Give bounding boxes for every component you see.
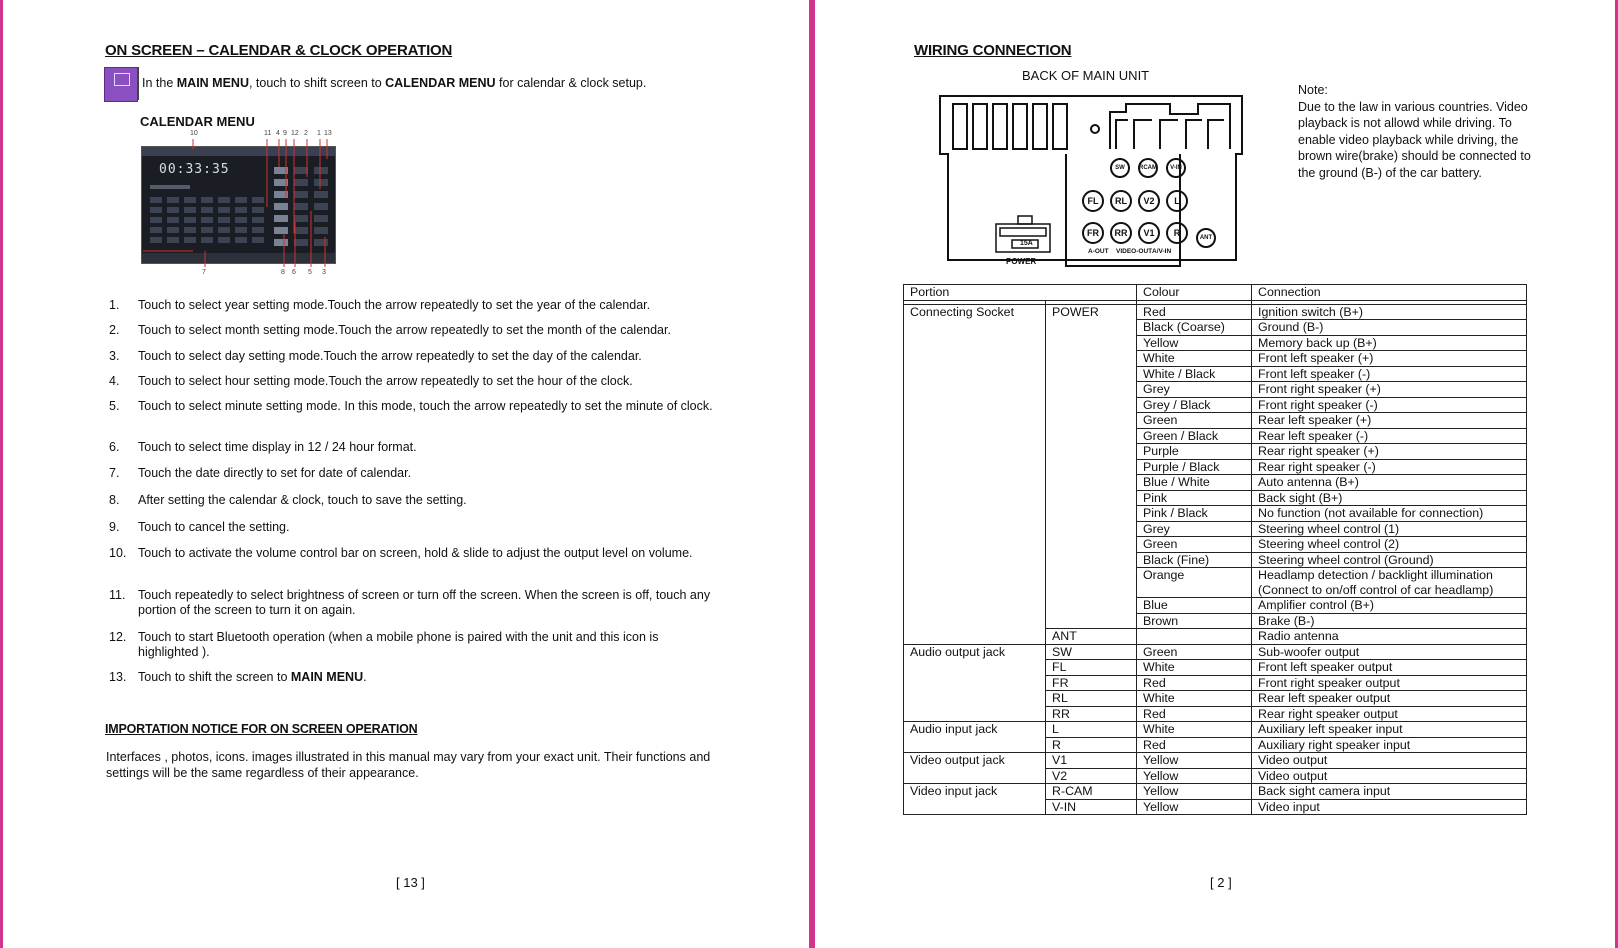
- rca-jack-icon: ANT: [1196, 228, 1216, 248]
- name-cell: R: [1046, 737, 1137, 753]
- callout-11: 11: [264, 130, 272, 137]
- colour-cell: Red: [1137, 304, 1252, 320]
- name-cell: RL: [1046, 691, 1137, 707]
- connection-line-1: Headlamp detection / backlight illumination: [1258, 568, 1493, 582]
- connection-cell: Sub-woofer output: [1252, 644, 1527, 660]
- colour-cell: Red: [1137, 706, 1252, 722]
- callout-1: 1: [317, 130, 321, 137]
- name-cell: SW: [1046, 644, 1137, 660]
- back-of-unit-label: BACK OF MAIN UNIT: [1022, 68, 1150, 83]
- connection-cell: Front right speaker (-): [1252, 397, 1527, 413]
- colour-cell: [1137, 629, 1252, 645]
- table-row: [904, 753, 1527, 769]
- colour-cell: White: [1137, 691, 1252, 707]
- wiring-section-title: WIRING CONNECTION: [914, 42, 1072, 59]
- connection-cell: Video output: [1252, 753, 1527, 769]
- callout-2: 2: [304, 130, 308, 137]
- connection-cell: Radio antenna: [1252, 629, 1527, 645]
- callout-4: 4: [276, 130, 280, 137]
- name-cell: R-CAM: [1046, 784, 1137, 800]
- colour-cell: Brown: [1137, 613, 1252, 629]
- header-colour: Colour: [1137, 285, 1252, 301]
- callout-9: 9: [283, 130, 287, 137]
- colour-cell: Pink: [1137, 490, 1252, 506]
- right-page-number: [ 2 ]: [1210, 875, 1232, 890]
- callout-3: 3: [322, 269, 326, 276]
- connection-cell: Rear left speaker (+): [1252, 413, 1527, 429]
- colour-cell: Grey / Black: [1137, 397, 1252, 413]
- name-cell: FR: [1046, 675, 1137, 691]
- colour-cell: Green: [1137, 644, 1252, 660]
- colour-cell: Blue: [1137, 598, 1252, 614]
- notice-text: Interfaces , photos, icons. images illustrated in this manual may vary from your exact unit. Their functions and settings will be the same regardless of their appearance.: [106, 750, 711, 780]
- connection-cell: Auxiliary right speaker input: [1252, 737, 1527, 753]
- colour-cell: Yellow: [1137, 784, 1252, 800]
- rca-jack-icon: V1: [1138, 222, 1160, 244]
- colour-cell: White: [1137, 722, 1252, 738]
- connection-cell: Ignition switch (B+): [1252, 304, 1527, 320]
- colour-cell: Blue / White: [1137, 475, 1252, 491]
- table-row: [904, 722, 1527, 738]
- connection-cell: Memory back up (B+): [1252, 335, 1527, 351]
- colour-cell: Green / Black: [1137, 428, 1252, 444]
- colour-cell: Yellow: [1137, 768, 1252, 784]
- connection-cell: Brake (B-): [1252, 613, 1527, 629]
- connection-cell: Back sight (B+): [1252, 490, 1527, 506]
- wiring-diagram: [938, 94, 1244, 270]
- callout-10: 10: [190, 130, 198, 137]
- callout-6: 6: [292, 269, 296, 276]
- name-power: POWER: [1046, 304, 1137, 629]
- calendar-menu-label: CALENDAR MENU: [140, 114, 255, 129]
- connection-cell: [1252, 568, 1527, 598]
- name-cell: RR: [1046, 706, 1137, 722]
- table-row: [904, 784, 1527, 800]
- connection-cell: Steering wheel control (Ground): [1252, 552, 1527, 568]
- table-header-row: [904, 285, 1527, 301]
- rca-jack-icon: FR: [1082, 222, 1104, 244]
- callout-5: 5: [308, 269, 312, 276]
- callout-13: 13: [324, 130, 332, 137]
- connection-cell: Steering wheel control (2): [1252, 537, 1527, 553]
- colour-cell: Yellow: [1137, 753, 1252, 769]
- connection-cell: Rear right speaker (-): [1252, 459, 1527, 475]
- colour-cell: Pink / Black: [1137, 506, 1252, 522]
- table-row: [904, 304, 1527, 320]
- portion-cell: Audio input jack: [904, 722, 1046, 753]
- colour-cell: Orange: [1137, 568, 1252, 598]
- colour-cell: Red: [1137, 737, 1252, 753]
- note-title: Note:: [1298, 83, 1328, 97]
- connection-cell: Rear right speaker (+): [1252, 444, 1527, 460]
- colour-cell: Black (Fine): [1137, 552, 1252, 568]
- name-cell: V-IN: [1046, 799, 1137, 815]
- portion-cell: Video output jack: [904, 753, 1046, 784]
- screen-clock: 00:33:35: [159, 162, 230, 177]
- connection-cell: Auxiliary left speaker input: [1252, 722, 1527, 738]
- name-cell: V2: [1046, 768, 1137, 784]
- colour-cell: Purple / Black: [1137, 459, 1252, 475]
- power-connector-label: POWER: [1006, 257, 1037, 266]
- connection-cell: Auto antenna (B+): [1252, 475, 1527, 491]
- connection-cell: Video output: [1252, 768, 1527, 784]
- header-connection: Connection: [1252, 285, 1527, 301]
- connection-cell: Front right speaker (+): [1252, 382, 1527, 398]
- colour-cell: Purple: [1137, 444, 1252, 460]
- rca-jack-icon: V-IN: [1166, 158, 1186, 178]
- jack-group-label: A/V-IN: [1152, 248, 1172, 255]
- connection-cell: Front left speaker (-): [1252, 366, 1527, 382]
- connection-cell: Amplifier control (B+): [1252, 598, 1527, 614]
- wiring-table: [903, 284, 1527, 815]
- connection-cell: Steering wheel control (1): [1252, 521, 1527, 537]
- table-row: [904, 644, 1527, 660]
- rca-jack-icon: L: [1166, 190, 1188, 212]
- intro-text: In the MAIN MENU, touch to shift screen to CALENDAR MENU for calendar & clock setup.: [142, 76, 647, 90]
- connection-cell: Front right speaker output: [1252, 675, 1527, 691]
- jack-group-label: VIDEO-OUT: [1116, 248, 1153, 255]
- colour-cell: White / Black: [1137, 366, 1252, 382]
- fuse-label: 15A: [1020, 240, 1033, 247]
- callout-lines: [141, 137, 341, 271]
- calendar-menu-icon: [104, 67, 138, 102]
- notice-title: IMPORTATION NOTICE FOR ON SCREEN OPERATION: [105, 722, 418, 736]
- rca-jack-icon: FL: [1082, 190, 1104, 212]
- note-block: [1298, 82, 1534, 182]
- connection-line-2: (Connect to on/off control of car headlamp): [1258, 582, 1494, 597]
- rca-jack-icon: RCAM: [1138, 158, 1158, 178]
- rca-jacks: [1068, 156, 1238, 266]
- rca-jack-icon: RR: [1110, 222, 1132, 244]
- callout-12: 12: [291, 130, 299, 137]
- colour-cell: Green: [1137, 537, 1252, 553]
- connection-cell: Ground (B-): [1252, 320, 1527, 336]
- connection-cell: Rear left speaker (-): [1252, 428, 1527, 444]
- rca-jack-icon: R: [1166, 222, 1188, 244]
- menu-icon-divider: [138, 67, 139, 100]
- connection-cell: Rear left speaker output: [1252, 691, 1527, 707]
- name-cell: FL: [1046, 660, 1137, 676]
- calendar-section-title: ON SCREEN – CALENDAR & CLOCK OPERATION: [105, 42, 453, 59]
- name-cell: L: [1046, 722, 1137, 738]
- name-cell: V1: [1046, 753, 1137, 769]
- colour-cell: Yellow: [1137, 335, 1252, 351]
- portion-cell: Video input jack: [904, 784, 1046, 815]
- connection-cell: No function (not available for connection): [1252, 506, 1527, 522]
- name-cell: ANT: [1046, 629, 1137, 645]
- colour-cell: Grey: [1137, 382, 1252, 398]
- rca-jack-icon: RL: [1110, 190, 1132, 212]
- colour-cell: White: [1137, 660, 1252, 676]
- colour-cell: Yellow: [1137, 799, 1252, 815]
- note-text: Due to the law in various countries. Video playback is not allowd while driving. To enable video playback while driving, the brown wire(brake) should be connected to the ground (B-) of the car battery.: [1298, 99, 1531, 180]
- colour-cell: Grey: [1137, 521, 1252, 537]
- colour-cell: Red: [1137, 675, 1252, 691]
- left-page-number: [ 13 ]: [396, 875, 425, 890]
- connection-cell: Front left speaker output: [1252, 660, 1527, 676]
- portion-connecting-socket: Connecting Socket: [904, 304, 1046, 644]
- connection-cell: Back sight camera input: [1252, 784, 1527, 800]
- rca-jack-icon: V2: [1138, 190, 1160, 212]
- rca-jack-icon: SW: [1110, 158, 1130, 178]
- connection-cell: Video input: [1252, 799, 1527, 815]
- connection-cell: Front left speaker (+): [1252, 351, 1527, 367]
- colour-cell: Black (Coarse): [1137, 320, 1252, 336]
- portion-cell: Audio output jack: [904, 644, 1046, 722]
- colour-cell: White: [1137, 351, 1252, 367]
- connection-cell: Rear right speaker output: [1252, 706, 1527, 722]
- header-portion: Portion: [904, 285, 1137, 301]
- callout-7: 7: [202, 269, 206, 276]
- colour-cell: Green: [1137, 413, 1252, 429]
- callout-8: 8: [281, 269, 285, 276]
- jack-group-label: A-OUT: [1088, 248, 1109, 255]
